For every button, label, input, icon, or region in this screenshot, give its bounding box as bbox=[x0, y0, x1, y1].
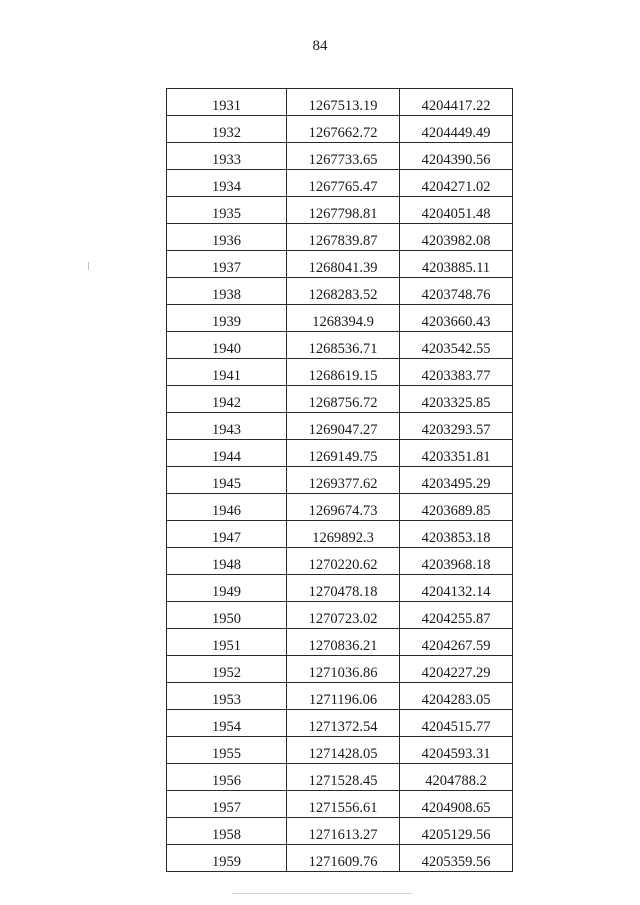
year-cell: 1956 bbox=[167, 764, 287, 791]
x-coordinate-cell: 1270220.62 bbox=[287, 548, 400, 575]
year-cell: 1953 bbox=[167, 683, 287, 710]
table-row bbox=[167, 440, 513, 467]
year-cell: 1949 bbox=[167, 575, 287, 602]
year-cell: 1954 bbox=[167, 710, 287, 737]
y-coordinate-cell: 4203853.18 bbox=[400, 521, 513, 548]
x-coordinate-cell: 1268536.71 bbox=[287, 332, 400, 359]
year-cell: 1936 bbox=[167, 224, 287, 251]
y-coordinate-cell: 4203885.11 bbox=[400, 251, 513, 278]
y-coordinate-cell: 4203325.85 bbox=[400, 386, 513, 413]
table-row bbox=[167, 359, 513, 386]
y-coordinate-cell: 4204051.48 bbox=[400, 197, 513, 224]
coordinate-table-body bbox=[167, 89, 513, 872]
year-cell: 1959 bbox=[167, 845, 287, 872]
x-coordinate-cell: 1267513.19 bbox=[287, 89, 400, 116]
x-coordinate-cell: 1267733.65 bbox=[287, 143, 400, 170]
table-row bbox=[167, 494, 513, 521]
year-cell: 1946 bbox=[167, 494, 287, 521]
year-cell: 1937 bbox=[167, 251, 287, 278]
table-row bbox=[167, 683, 513, 710]
y-coordinate-cell: 4203495.29 bbox=[400, 467, 513, 494]
page-number: 84 bbox=[312, 38, 328, 54]
table-row bbox=[167, 251, 513, 278]
year-cell: 1934 bbox=[167, 170, 287, 197]
x-coordinate-cell: 1271196.06 bbox=[287, 683, 400, 710]
y-coordinate-cell: 4203383.77 bbox=[400, 359, 513, 386]
table-row bbox=[167, 197, 513, 224]
x-coordinate-cell: 1271372.54 bbox=[287, 710, 400, 737]
x-coordinate-cell: 1271036.86 bbox=[287, 656, 400, 683]
year-cell: 1933 bbox=[167, 143, 287, 170]
y-coordinate-cell: 4203982.08 bbox=[400, 224, 513, 251]
table-row bbox=[167, 575, 513, 602]
x-coordinate-cell: 1267662.72 bbox=[287, 116, 400, 143]
year-cell: 1942 bbox=[167, 386, 287, 413]
x-coordinate-cell: 1268041.39 bbox=[287, 251, 400, 278]
table-row bbox=[167, 818, 513, 845]
x-coordinate-cell: 1270836.21 bbox=[287, 629, 400, 656]
table-row bbox=[167, 845, 513, 872]
year-cell: 1940 bbox=[167, 332, 287, 359]
y-coordinate-cell: 4204271.02 bbox=[400, 170, 513, 197]
y-coordinate-cell: 4204227.29 bbox=[400, 656, 513, 683]
y-coordinate-cell: 4204788.2 bbox=[400, 764, 513, 791]
year-cell: 1935 bbox=[167, 197, 287, 224]
y-coordinate-cell: 4205359.56 bbox=[400, 845, 513, 872]
x-coordinate-cell: 1270478.18 bbox=[287, 575, 400, 602]
table-row bbox=[167, 548, 513, 575]
scan-artifact-left bbox=[88, 262, 89, 270]
table-row bbox=[167, 143, 513, 170]
x-coordinate-cell: 1268394.9 bbox=[287, 305, 400, 332]
y-coordinate-cell: 4204449.49 bbox=[400, 116, 513, 143]
y-coordinate-cell: 4204515.77 bbox=[400, 710, 513, 737]
x-coordinate-cell: 1271528.45 bbox=[287, 764, 400, 791]
y-coordinate-cell: 4203689.85 bbox=[400, 494, 513, 521]
year-cell: 1944 bbox=[167, 440, 287, 467]
table-row bbox=[167, 737, 513, 764]
year-cell: 1947 bbox=[167, 521, 287, 548]
y-coordinate-cell: 4204255.87 bbox=[400, 602, 513, 629]
y-coordinate-cell: 4203351.81 bbox=[400, 440, 513, 467]
y-coordinate-cell: 4203542.55 bbox=[400, 332, 513, 359]
year-cell: 1945 bbox=[167, 467, 287, 494]
x-coordinate-cell: 1267798.81 bbox=[287, 197, 400, 224]
scan-artifact-bottom bbox=[232, 893, 412, 894]
year-cell: 1948 bbox=[167, 548, 287, 575]
table-row bbox=[167, 278, 513, 305]
y-coordinate-cell: 4204267.59 bbox=[400, 629, 513, 656]
y-coordinate-cell: 4203748.76 bbox=[400, 278, 513, 305]
x-coordinate-cell: 1268756.72 bbox=[287, 386, 400, 413]
table-row bbox=[167, 629, 513, 656]
y-coordinate-cell: 4204417.22 bbox=[400, 89, 513, 116]
year-cell: 1932 bbox=[167, 116, 287, 143]
y-coordinate-cell: 4204908.65 bbox=[400, 791, 513, 818]
year-cell: 1941 bbox=[167, 359, 287, 386]
x-coordinate-cell: 1271613.27 bbox=[287, 818, 400, 845]
y-coordinate-cell: 4203293.57 bbox=[400, 413, 513, 440]
x-coordinate-cell: 1268283.52 bbox=[287, 278, 400, 305]
x-coordinate-cell: 1271556.61 bbox=[287, 791, 400, 818]
table-row bbox=[167, 467, 513, 494]
table-row bbox=[167, 413, 513, 440]
year-cell: 1957 bbox=[167, 791, 287, 818]
table-row bbox=[167, 386, 513, 413]
x-coordinate-cell: 1271428.05 bbox=[287, 737, 400, 764]
year-cell: 1939 bbox=[167, 305, 287, 332]
year-cell: 1950 bbox=[167, 602, 287, 629]
x-coordinate-cell: 1271609.76 bbox=[287, 845, 400, 872]
y-coordinate-cell: 4204593.31 bbox=[400, 737, 513, 764]
year-cell: 1951 bbox=[167, 629, 287, 656]
x-coordinate-cell: 1269892.3 bbox=[287, 521, 400, 548]
table-row bbox=[167, 170, 513, 197]
x-coordinate-cell: 1268619.15 bbox=[287, 359, 400, 386]
y-coordinate-cell: 4204283.05 bbox=[400, 683, 513, 710]
table-row bbox=[167, 710, 513, 737]
y-coordinate-cell: 4204390.56 bbox=[400, 143, 513, 170]
table-row bbox=[167, 521, 513, 548]
year-cell: 1958 bbox=[167, 818, 287, 845]
x-coordinate-cell: 1270723.02 bbox=[287, 602, 400, 629]
year-cell: 1952 bbox=[167, 656, 287, 683]
year-cell: 1943 bbox=[167, 413, 287, 440]
x-coordinate-cell: 1269047.27 bbox=[287, 413, 400, 440]
table-row bbox=[167, 116, 513, 143]
y-coordinate-cell: 4203660.43 bbox=[400, 305, 513, 332]
y-coordinate-cell: 4203968.18 bbox=[400, 548, 513, 575]
table-row bbox=[167, 791, 513, 818]
table-row bbox=[167, 332, 513, 359]
year-cell: 1955 bbox=[167, 737, 287, 764]
table-row bbox=[167, 305, 513, 332]
year-cell: 1938 bbox=[167, 278, 287, 305]
x-coordinate-cell: 1267839.87 bbox=[287, 224, 400, 251]
table-row bbox=[167, 602, 513, 629]
year-cell: 1931 bbox=[167, 89, 287, 116]
table-row bbox=[167, 89, 513, 116]
coordinate-table bbox=[166, 88, 513, 872]
y-coordinate-cell: 4204132.14 bbox=[400, 575, 513, 602]
table-row bbox=[167, 656, 513, 683]
x-coordinate-cell: 1267765.47 bbox=[287, 170, 400, 197]
x-coordinate-cell: 1269674.73 bbox=[287, 494, 400, 521]
y-coordinate-cell: 4205129.56 bbox=[400, 818, 513, 845]
x-coordinate-cell: 1269377.62 bbox=[287, 467, 400, 494]
table-row bbox=[167, 764, 513, 791]
x-coordinate-cell: 1269149.75 bbox=[287, 440, 400, 467]
table-row bbox=[167, 224, 513, 251]
